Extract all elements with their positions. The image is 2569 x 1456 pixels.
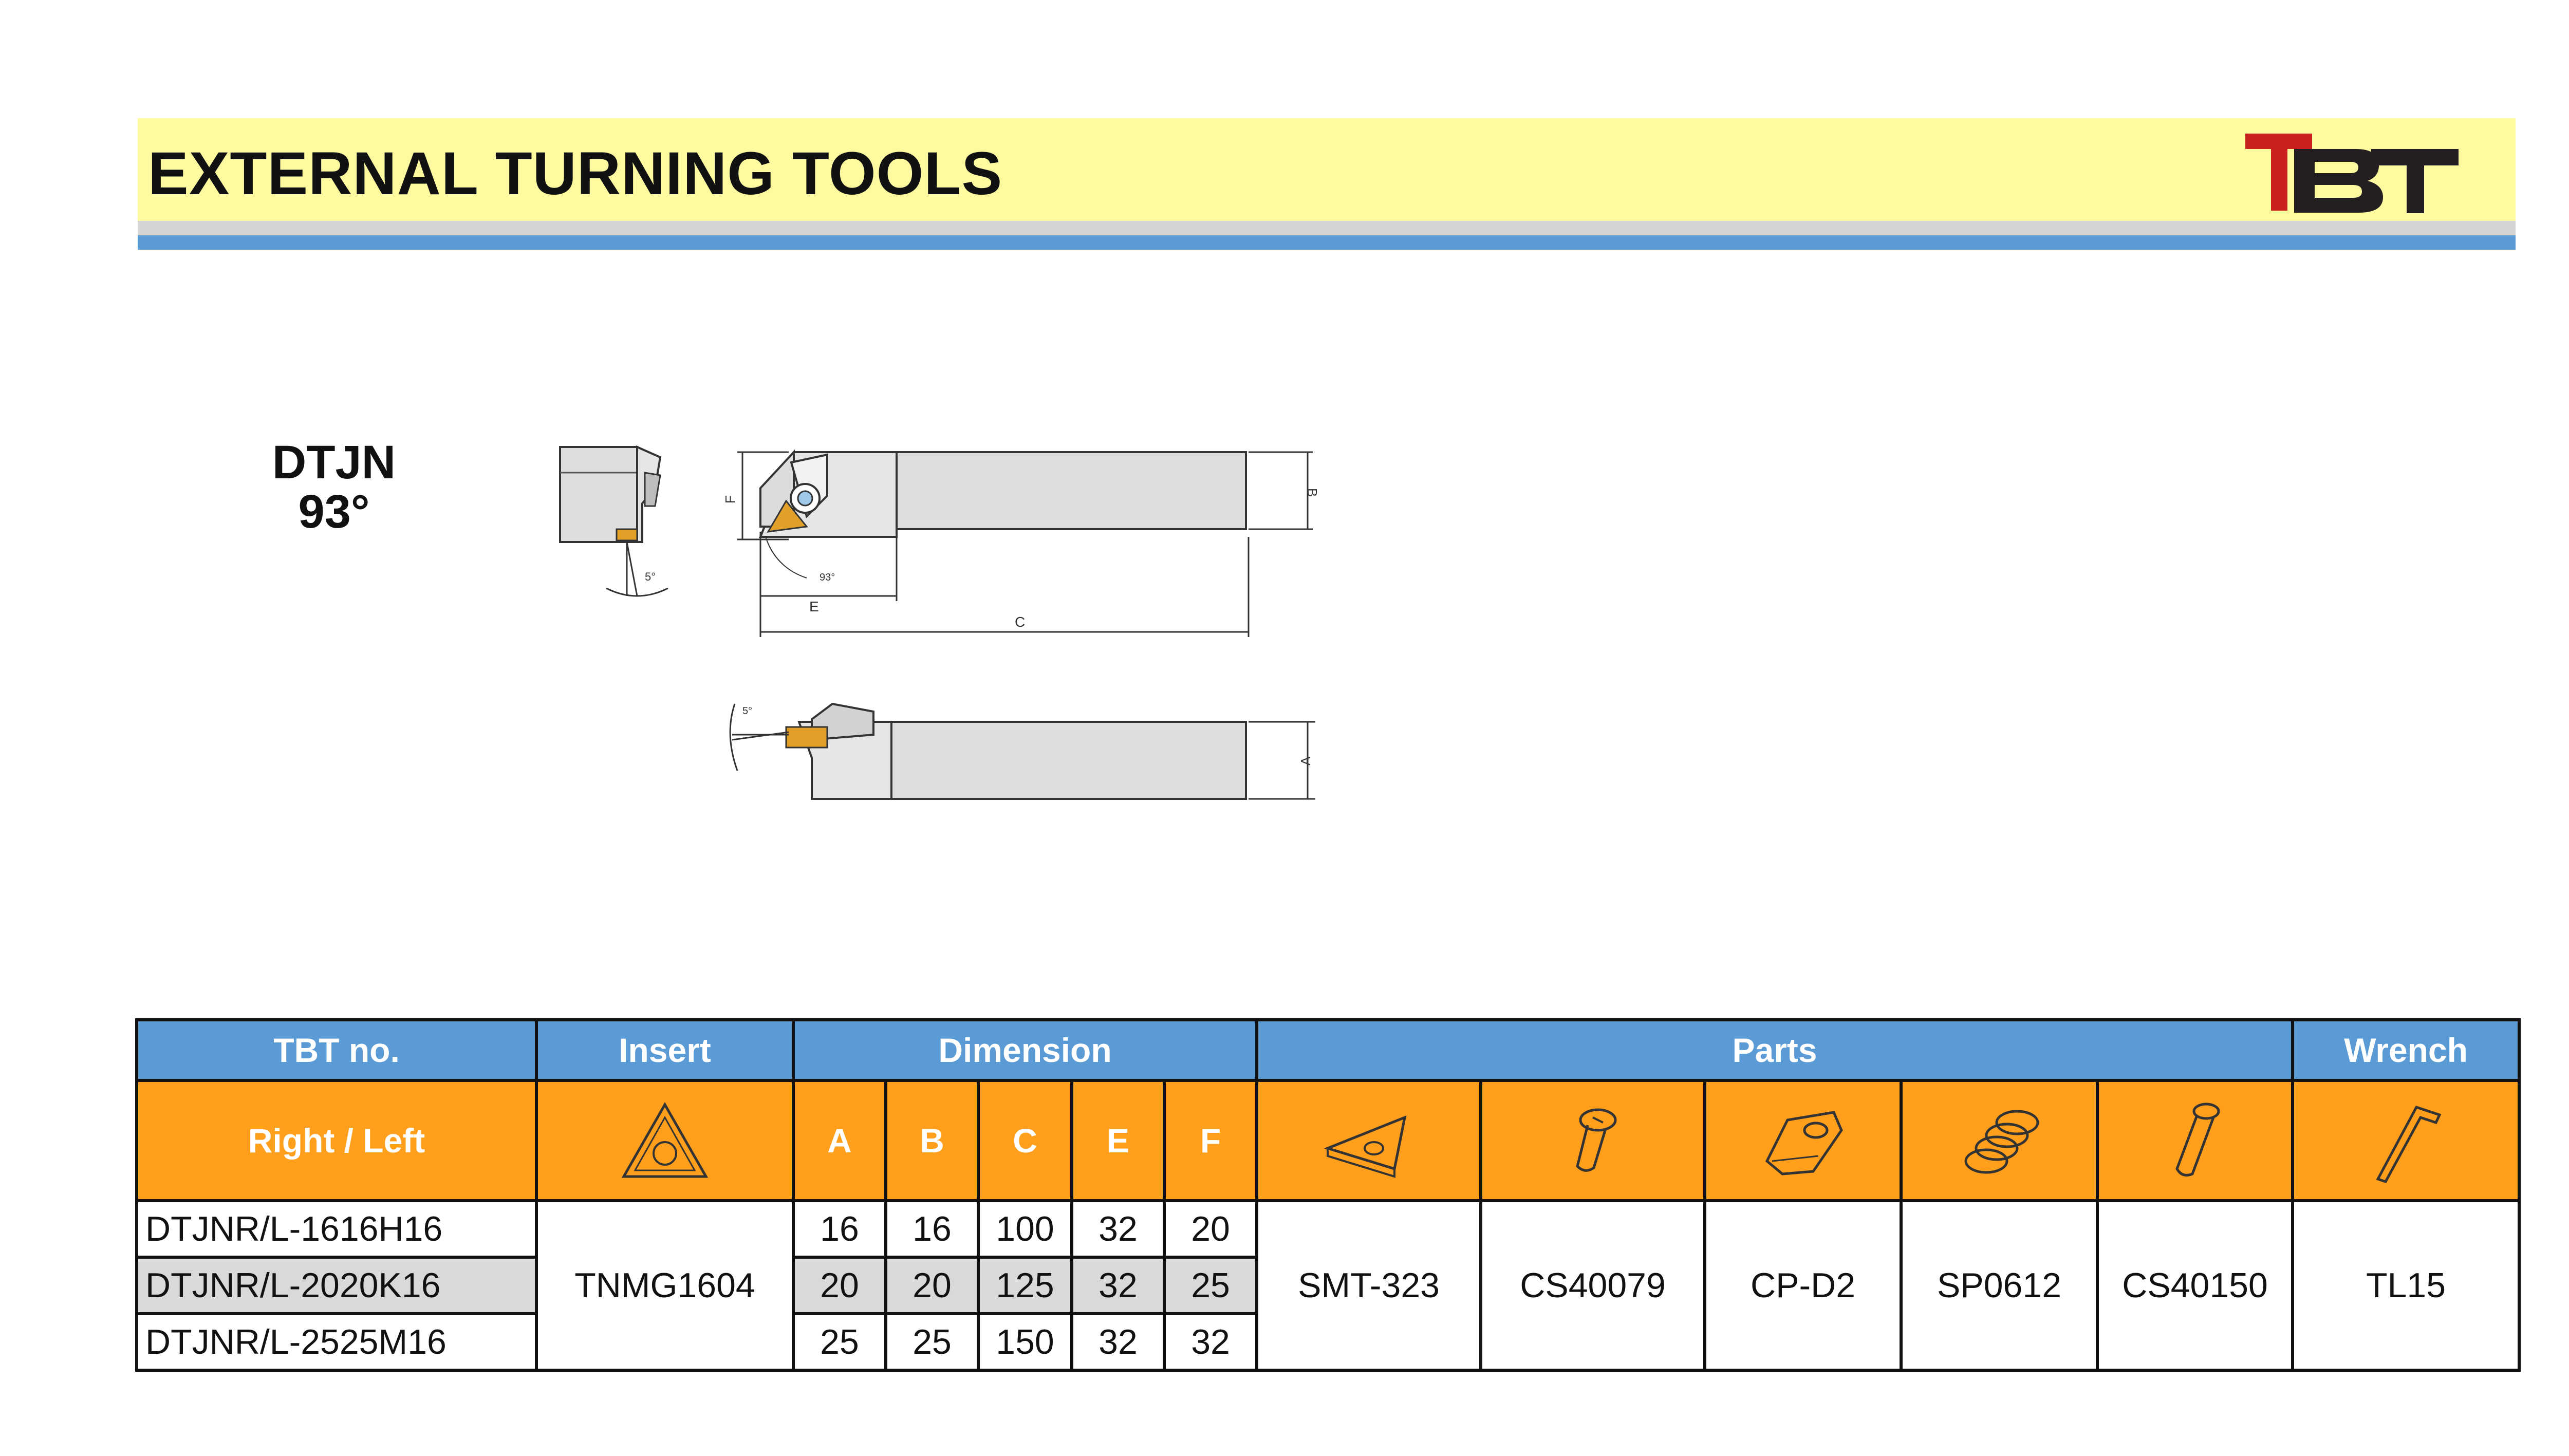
model-name: DTJN xyxy=(272,436,396,489)
header-dim-E: E xyxy=(1072,1080,1164,1201)
side-view-drawing xyxy=(555,442,678,611)
dim-F-value: 25 xyxy=(1164,1257,1257,1314)
dim-C-label: C xyxy=(1015,614,1026,630)
insert-value: TNMG1604 xyxy=(536,1201,793,1370)
table-row xyxy=(137,1201,2519,1257)
tbt-logo xyxy=(2245,128,2461,216)
dim-E-value: 32 xyxy=(1072,1314,1164,1370)
header-divider-blue xyxy=(138,235,2516,250)
dim-C-value: 125 xyxy=(978,1257,1072,1314)
triangular-insert-icon xyxy=(536,1080,793,1201)
header-parts: Parts xyxy=(1257,1020,2293,1080)
shim-icon xyxy=(1257,1080,1481,1201)
header-dim-F: F xyxy=(1164,1080,1257,1201)
header-insert: Insert xyxy=(536,1020,793,1080)
header-dim-A: A xyxy=(793,1080,886,1201)
header-wrench: Wrench xyxy=(2293,1020,2519,1080)
dim-E-value: 32 xyxy=(1072,1257,1164,1314)
clamp-value: CP-D2 xyxy=(1705,1201,1901,1370)
side-angle-label: 5° xyxy=(645,570,656,583)
header-dim-B: B xyxy=(886,1080,978,1201)
spec-table xyxy=(135,1018,2518,1372)
spring-icon xyxy=(1901,1080,2097,1201)
dim-F-value: 32 xyxy=(1164,1314,1257,1370)
header-tbt-no: TBT no. xyxy=(137,1020,536,1080)
angle-93-label: 93° xyxy=(820,572,835,583)
pin-icon xyxy=(2097,1080,2293,1201)
dim-C-value: 100 xyxy=(978,1201,1072,1257)
dim-A-value: 20 xyxy=(793,1257,886,1314)
dim-B-value: 16 xyxy=(886,1201,978,1257)
model-label xyxy=(221,438,447,536)
wrench-icon xyxy=(2293,1080,2519,1201)
dim-F-value: 20 xyxy=(1164,1201,1257,1257)
shim-value: SMT-323 xyxy=(1257,1201,1481,1370)
dim-E-value: 32 xyxy=(1072,1201,1164,1257)
screw-value: CS40079 xyxy=(1481,1201,1705,1370)
dim-A-label: A xyxy=(1298,756,1313,766)
top-view-drawing xyxy=(717,442,1328,647)
pin-value: CS40150 xyxy=(2097,1201,2293,1370)
tbt-code: DTJNR/L-2525M16 xyxy=(137,1314,536,1370)
header-band xyxy=(138,118,2516,221)
dim-B-label: B xyxy=(1305,488,1320,497)
header-divider-grey xyxy=(138,221,2516,235)
wrench-value: TL15 xyxy=(2293,1201,2519,1370)
dim-B-value: 20 xyxy=(886,1257,978,1314)
tbt-code: DTJNR/L-1616H16 xyxy=(137,1201,536,1257)
dim-A-value: 25 xyxy=(793,1314,886,1370)
front-angle-label: 5° xyxy=(742,705,753,717)
spring-value: SP0612 xyxy=(1901,1201,2097,1370)
dim-C-value: 150 xyxy=(978,1314,1072,1370)
header-dim-C: C xyxy=(978,1080,1072,1201)
clamp-icon xyxy=(1705,1080,1901,1201)
dim-F-label: F xyxy=(722,495,738,503)
dim-B-value: 25 xyxy=(886,1314,978,1370)
dim-A-value: 16 xyxy=(793,1201,886,1257)
dim-E-label: E xyxy=(809,599,819,614)
front-view-drawing xyxy=(712,678,1328,807)
screw-icon xyxy=(1481,1080,1705,1201)
header-right-left: Right / Left xyxy=(137,1080,536,1201)
header-dimension: Dimension xyxy=(793,1020,1257,1080)
page-title: EXTERNAL TURNING TOOLS xyxy=(148,140,1003,208)
tbt-code: DTJNR/L-2020K16 xyxy=(137,1257,536,1314)
model-angle: 93° xyxy=(298,486,370,538)
